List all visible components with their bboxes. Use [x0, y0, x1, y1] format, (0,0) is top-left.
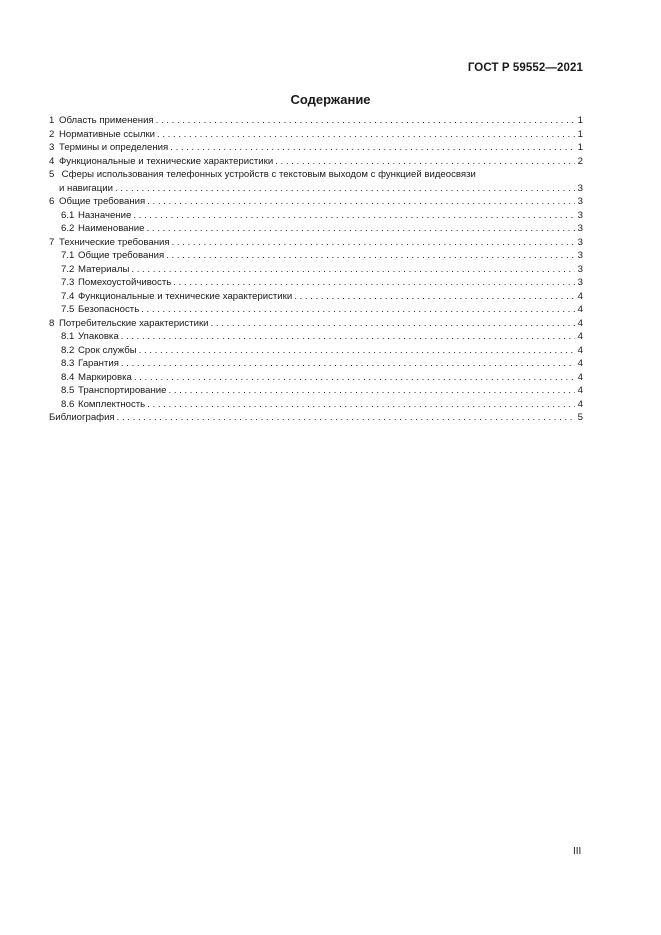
- standard-code: ГОСТ Р 59552—2021: [467, 62, 583, 74]
- toc-entry-number: 3: [49, 142, 55, 153]
- toc-entry-number: 7.5: [61, 304, 75, 315]
- toc-entry-number: 7.2: [61, 263, 75, 275]
- toc-entry-page: 1: [577, 142, 583, 153]
- dot-leader: [117, 411, 575, 425]
- toc-entry-page: 3: [577, 209, 583, 221]
- dot-leader: [168, 384, 575, 398]
- toc-entry-page: 4: [577, 344, 583, 356]
- toc-entry-number: 8.3: [61, 358, 75, 369]
- toc-entry-label: Общие требования: [78, 250, 165, 261]
- toc-entry-page: 4: [577, 304, 583, 315]
- toc-entry[interactable]: [49, 128, 583, 142]
- toc-entry-number: 8.6: [61, 398, 75, 410]
- toc-entry-page: 4: [577, 385, 583, 396]
- toc-entry-page: 2: [577, 155, 583, 167]
- dot-leader: [172, 236, 575, 250]
- dot-leader: [294, 290, 575, 304]
- toc-entry-number: 8: [49, 317, 55, 329]
- toc-entry-label: Материалы: [78, 263, 130, 275]
- toc-entry-page: 3: [577, 182, 583, 194]
- dot-leader: [156, 114, 575, 128]
- toc-entry-label: Функциональные и технические характеристики: [59, 155, 274, 167]
- toc-subentry[interactable]: [49, 263, 583, 277]
- toc-entry[interactable]: [49, 317, 583, 331]
- toc-entry-label: Упаковка: [78, 331, 119, 342]
- toc-entry-label: Гарантия: [78, 358, 119, 369]
- toc-entry-label: Транспортирование: [78, 385, 167, 396]
- table-of-contents: [49, 114, 583, 425]
- toc-entry[interactable]: [49, 155, 583, 169]
- dot-leader: [166, 249, 575, 263]
- toc-entry[interactable]: [49, 236, 583, 250]
- dot-leader: [173, 276, 575, 290]
- dot-leader: [121, 357, 575, 371]
- toc-subentry[interactable]: [49, 384, 583, 398]
- toc-subentry[interactable]: [49, 357, 583, 371]
- toc-entry-number: 8.4: [61, 371, 75, 383]
- toc-entry-label: Помехоустойчивость: [78, 277, 172, 288]
- toc-entry-number: 6: [49, 196, 55, 207]
- dot-leader: [133, 209, 575, 223]
- dot-leader: [170, 141, 575, 155]
- toc-entry-label: Термины и определения: [59, 142, 169, 153]
- toc-entry-number: 8.5: [61, 385, 75, 396]
- toc-entry-page: 4: [577, 331, 583, 342]
- toc-entry-page: 4: [577, 358, 583, 369]
- toc-entry-label-continuation: и навигации: [59, 182, 113, 194]
- toc-entry-multiline[interactable]: [49, 168, 583, 195]
- toc-subentry[interactable]: [49, 330, 583, 344]
- toc-entry-number: 1: [49, 115, 55, 126]
- toc-entry-page: 4: [577, 398, 583, 410]
- toc-entry-number: 7: [49, 236, 55, 248]
- toc-subentry[interactable]: [49, 371, 583, 385]
- dot-leader: [121, 330, 575, 344]
- toc-entry-page: 4: [577, 371, 583, 383]
- toc-entry-label: Область применения: [59, 115, 154, 126]
- toc-entry-number: 6.2: [61, 223, 75, 234]
- toc-subentry[interactable]: [49, 209, 583, 223]
- dot-leader: [275, 155, 575, 169]
- toc-entry-label: Комплектность: [78, 398, 146, 410]
- toc-entry-label: Библиография: [49, 412, 115, 423]
- toc-entry-number: 2: [49, 128, 55, 140]
- toc-entry-label: Общие требования: [59, 196, 146, 207]
- toc-entry-number: 7.1: [61, 250, 75, 261]
- toc-subentry[interactable]: [49, 222, 583, 236]
- toc-entry-label: Технические требования: [59, 236, 170, 248]
- toc-entry-number: 5: [49, 169, 55, 180]
- dot-leader: [211, 317, 575, 331]
- toc-entry-label: Срок службы: [78, 344, 137, 356]
- toc-entry-label: Нормативные ссылки: [59, 128, 156, 140]
- toc-subentry[interactable]: [49, 398, 583, 412]
- toc-entry-number: 7.4: [61, 290, 75, 302]
- toc-subentry[interactable]: [49, 303, 583, 317]
- dot-leader: [147, 195, 575, 209]
- toc-entry-number: 7.3: [61, 277, 75, 288]
- toc-entry-number: 6.1: [61, 209, 75, 221]
- toc-entry-page: 3: [577, 196, 583, 207]
- dot-leader: [147, 222, 575, 236]
- toc-subentry[interactable]: [49, 276, 583, 290]
- toc-entry-page: 4: [577, 317, 583, 329]
- toc-entry-label: Сферы использования телефонных устройств с текстовым выходом с функцией видеосвязи: [61, 169, 476, 180]
- toc-entry[interactable]: [49, 114, 583, 128]
- toc-entry-label: Функциональные и технические характеристики: [78, 290, 293, 302]
- toc-entry-page: 3: [577, 223, 583, 234]
- toc-entry-page: 5: [577, 412, 583, 423]
- toc-subentry[interactable]: [49, 344, 583, 358]
- toc-entry-page: 3: [577, 263, 583, 275]
- toc-entry-page: 4: [577, 290, 583, 302]
- toc-entry-page: 1: [577, 128, 583, 140]
- toc-subentry[interactable]: [49, 249, 583, 263]
- toc-entry-label: Наименование: [78, 223, 145, 234]
- dot-leader: [141, 303, 575, 317]
- toc-entry-page: 3: [577, 277, 583, 288]
- toc-entry-label: Маркировка: [78, 371, 132, 383]
- toc-entry-bibliography[interactable]: [49, 411, 583, 425]
- toc-entry-number: 8.2: [61, 344, 75, 356]
- dot-leader: [134, 371, 575, 385]
- toc-entry-number: 4: [49, 155, 55, 167]
- toc-entry[interactable]: [49, 141, 583, 155]
- toc-entry-page: 3: [577, 250, 583, 261]
- toc-entry-number: 8.1: [61, 331, 75, 342]
- toc-entry[interactable]: [49, 195, 583, 209]
- toc-entry-label: Потребительские характеристики: [59, 317, 209, 329]
- dot-leader: [131, 263, 575, 277]
- dot-leader: [157, 128, 575, 142]
- toc-subentry[interactable]: [49, 290, 583, 304]
- dot-leader: [147, 398, 575, 412]
- dot-leader: [115, 182, 575, 196]
- toc-title: Содержание: [290, 92, 371, 107]
- dot-leader: [139, 344, 575, 358]
- toc-entry-label: Безопасность: [78, 304, 140, 315]
- page-number: III: [573, 846, 582, 857]
- toc-entry-page: 3: [577, 236, 583, 248]
- toc-entry-page: 1: [577, 115, 583, 126]
- toc-entry-label: Назначение: [78, 209, 132, 221]
